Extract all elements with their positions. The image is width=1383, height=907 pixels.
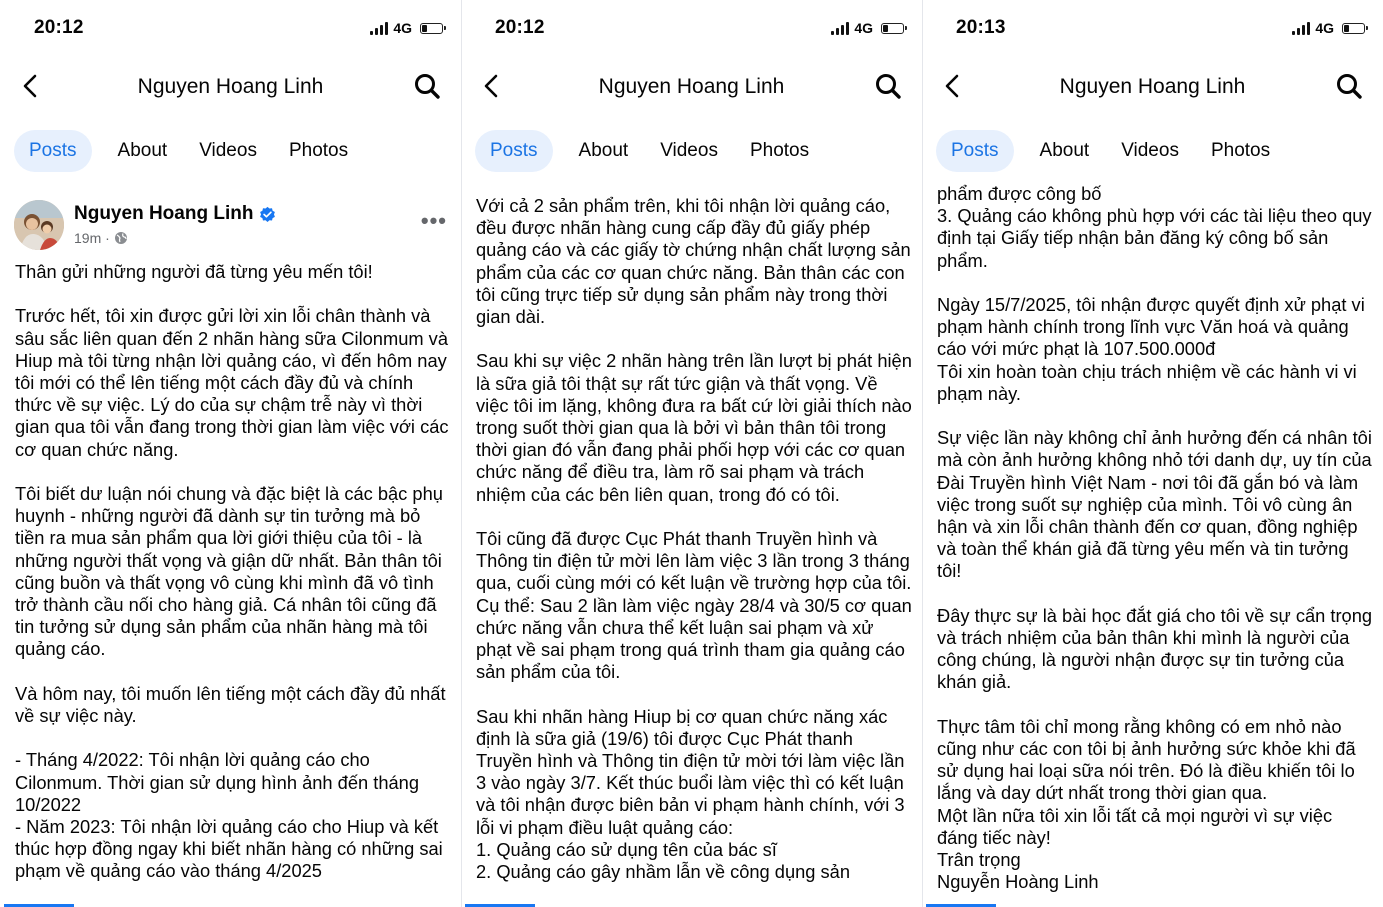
screenshot-panel-2 xyxy=(461,0,922,907)
post-time[interactable]: 19m · xyxy=(74,230,110,246)
search-icon[interactable] xyxy=(874,72,902,100)
post-meta xyxy=(74,230,128,246)
globe-icon xyxy=(114,231,128,245)
signal-icon xyxy=(370,22,388,35)
tab-about[interactable]: About xyxy=(1039,140,1090,161)
profile-tabs xyxy=(14,130,364,172)
tab-photos[interactable]: Photos xyxy=(1210,140,1271,161)
status-indicators xyxy=(1292,20,1365,36)
search-icon[interactable] xyxy=(1335,72,1363,100)
status-bar xyxy=(922,0,1383,56)
network-label: 4G xyxy=(854,20,873,36)
post-paragraph: - Tháng 4/2022: Tôi nhận lời quảng cáo cho Cilonmum. Thời gian sử dụng hình ảnh đến tháng 10/2022 - Năm 2023: Tôi nhận lời quảng cáo cho Hiup và kết thúc hợp đồng ngay khi biết nhãn hàng có những sai phạm về quảng cáo vào tháng 4/2025 xyxy=(15,749,443,882)
screenshot-panel-1 xyxy=(0,0,461,907)
signal-icon xyxy=(1292,22,1310,35)
tab-photos[interactable]: Photos xyxy=(288,140,349,161)
post-paragraph: Tôi biết dư luận nói chung và đặc biệt là các bậc phụ huynh - những người đã dành sự tin tưởng mà bỏ tiền ra mua sản phẩm qua lời giới thiệu của tôi - là những người thất vọng và giận dữ nhất. Bản thân tôi cũng buồn và thất vọng vô cùng khi mình đã vô tình trở thành cầu nối cho hàng giả. Cá nhân tôi cũng đã tin tưởng sử dụng sản phẩm của nhãn hàng mà tôi quảng cáo. xyxy=(15,483,443,660)
screenshot-panel-3 xyxy=(922,0,1383,907)
tab-posts[interactable]: Posts xyxy=(475,130,553,172)
status-bar xyxy=(0,0,461,56)
tab-about[interactable]: About xyxy=(578,140,629,161)
status-time: 20:12 xyxy=(34,17,84,38)
post-body xyxy=(15,261,451,883)
status-indicators xyxy=(831,20,904,36)
post-paragraph: phẩm được công bố 3. Quảng cáo không phù hợp với các tài liệu theo quy định tại Giấy tiếp nhận bản đăng ký công bố sản phẩm. xyxy=(937,183,1372,271)
page-navbar xyxy=(461,62,922,112)
tab-photos[interactable]: Photos xyxy=(749,140,810,161)
tab-videos[interactable]: Videos xyxy=(199,140,257,161)
profile-tabs xyxy=(475,130,825,172)
page-title: Nguyen Hoang Linh xyxy=(1059,75,1246,98)
status-indicators xyxy=(370,20,443,36)
post-header xyxy=(14,198,447,254)
battery-icon xyxy=(420,23,443,34)
tab-posts[interactable]: Posts xyxy=(936,130,1014,172)
tab-videos[interactable]: Videos xyxy=(660,140,718,161)
signal-icon xyxy=(831,22,849,35)
post-author-name[interactable]: Nguyen Hoang Linh xyxy=(74,203,254,224)
post-paragraph: Trước hết, tôi xin được gửi lời xin lỗi chân thành và sâu sắc liên quan đến 2 nhãn hàng sữa Cilonmum và Hiup mà tôi từng nhận lời quảng cáo, vì đến hôm nay tôi mới có thể lên tiếng một cách đầy đủ và chính thức về sự việc. Lý do của sự chậm trễ này vì thời gian qua tôi vẫn đang trong thời gian làm việc với các cơ quan chức năng. xyxy=(15,305,449,460)
post-paragraph: Sau khi nhãn hàng Hiup bị cơ quan chức năng xác định là sữa giả (19/6) tôi được Cục Phát thanh Truyền hình và Thông tin điện tử mời tới làm việc lần 3 vào ngày 3/7. Kết thúc buổi làm việc thì có kết luận và tôi nhận được biên bản vi phạm hành chính, với 3 lỗi vi phạm điều luật quảng cáo: 1. Quảng cáo sử dụng tên của bác sĩ 2. Quảng cáo gây nhầm lẫn về công dụng sản xyxy=(476,705,905,883)
network-label: 4G xyxy=(393,20,412,36)
page-title: Nguyen Hoang Linh xyxy=(598,75,785,98)
post-paragraph: Ngày 15/7/2025, tôi nhận được quyết định xử phạt vi phạm hành chính trong lĩnh vực Văn hoá và quảng cáo với mức phạt là 107.500.000đ Tôi xin hoàn toàn chịu trách nhiệm về các hành vi vi phạm này. xyxy=(937,294,1365,404)
status-time: 20:12 xyxy=(495,17,545,38)
post-paragraph: Với cả 2 sản phẩm trên, khi tôi nhận lời quảng cáo, đều được nhãn hàng cung cấp đầy đủ giấy phép quảng cáo và các giấy tờ chứng nhận chất lượng sản phẩm của các cơ quan chức năng. Bản thân các con tôi cũng trực tiếp sử dụng sản phẩm này trong thời gian dài. xyxy=(476,195,911,328)
page-title: Nguyen Hoang Linh xyxy=(137,75,324,98)
post-paragraph: Và hôm nay, tôi muốn lên tiếng một cách đầy đủ nhất về sự việc này. xyxy=(15,682,446,727)
post-body xyxy=(476,195,912,883)
post-paragraph: Tôi cũng đã được Cục Phát thanh Truyền hình và Thông tin điện tử mời lên làm việc 3 lần trong 3 tháng qua, cuối cùng mới có kết luận về trường hợp của tôi. Cụ thể: Sau 2 lần làm việc ngày 28/4 và 30/5 cơ quan chức năng vẫn chưa thể kết luận sai phạm và xử phạt về sai phạm trong quá trình tham gia quảng cáo sản phẩm của tôi. xyxy=(476,528,912,683)
post-paragraph: Sau khi sự việc 2 nhãn hàng trên lần lượt bị phát hiện là sữa giả tôi thật sự rất tức giận và thất vọng. Về việc tôi im lặng, không đưa ra bất cứ lời giải thích nào trong suốt thời gian qua là bởi vì bản thân tôi trong thời gian đó vẫn đang phải phối hợp với các cơ quan chức năng để điều tra, làm rõ sai phạm và trách nhiệm của các bên liên quan, trong đó có tôi. xyxy=(476,350,912,505)
status-bar xyxy=(461,0,922,56)
avatar[interactable] xyxy=(14,200,64,250)
post-paragraph: Thực tâm tôi chỉ mong rằng không có em nhỏ nào cũng như các con tôi bị ảnh hưởng sức khỏe khi đã sử dụng hai loại sữa nói trên. Đó là điều khiến tôi lo lắng và day dứt nhất trong thời gian qua. Một lần nữa tôi xin lỗi tất cả mọi người vì sự việc đáng tiếc này! Trân trọng Nguyễn Hoàng Linh xyxy=(937,715,1356,893)
panel-divider xyxy=(922,0,923,907)
avatar-photo-icon xyxy=(14,200,64,250)
page-navbar xyxy=(0,62,461,112)
battery-icon xyxy=(1342,23,1365,34)
more-options-icon[interactable]: ••• xyxy=(420,208,447,233)
tab-posts[interactable]: Posts xyxy=(14,130,92,172)
post-paragraph: Thân gửi những người đã từng yêu mến tôi! xyxy=(15,261,373,282)
battery-icon xyxy=(881,23,904,34)
post-paragraph: Sự việc lần này không chỉ ảnh hưởng đến cá nhân tôi mà còn ảnh hưởng không nhỏ tới danh dự, uy tín của Đài Truyền hình Việt Nam - nơi tôi đã gắn bó và làm việc trong suốt sự nghiệp của mình. Tôi vô cùng ân hận và xin lỗi chân thành đến cơ quan, đồng nghiệp và toàn thể khán giả đã từng yêu mến và tin tưởng tôi! xyxy=(937,427,1372,582)
tab-videos[interactable]: Videos xyxy=(1121,140,1179,161)
tab-about[interactable]: About xyxy=(117,140,168,161)
post-body xyxy=(937,183,1373,893)
search-icon[interactable] xyxy=(413,72,441,100)
network-label: 4G xyxy=(1315,20,1334,36)
post-author[interactable] xyxy=(74,203,276,225)
post-paragraph: Đây thực sự là bài học đắt giá cho tôi về sự cẩn trọng và trách nhiệm của bản thân khi mình là người của công chúng, là người nhận được sự tin tưởng của khán giả. xyxy=(937,604,1373,693)
panel-divider xyxy=(461,0,462,907)
profile-tabs xyxy=(936,130,1286,172)
status-time: 20:13 xyxy=(956,17,1006,38)
page-navbar xyxy=(922,62,1383,112)
verified-badge-icon xyxy=(259,206,276,223)
